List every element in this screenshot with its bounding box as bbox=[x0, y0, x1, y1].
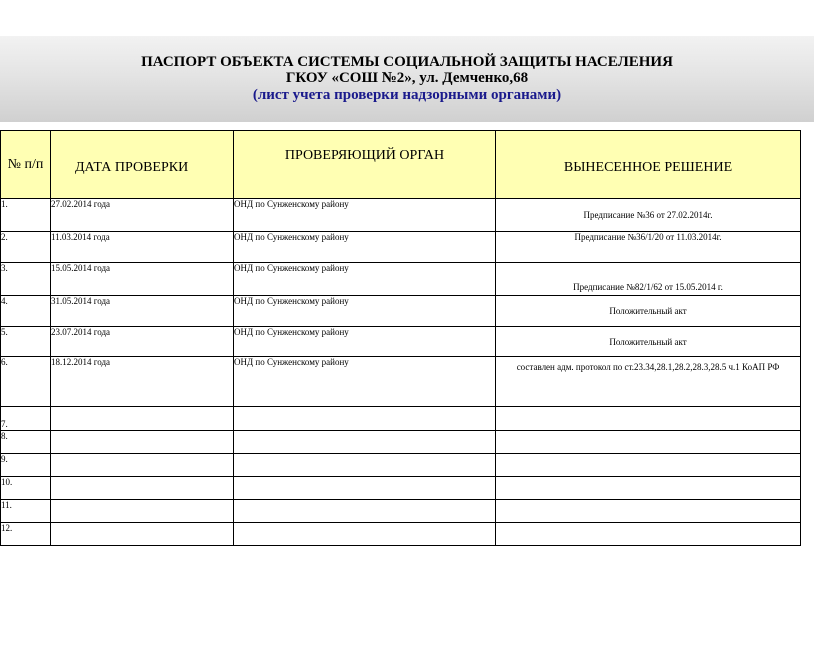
table-row bbox=[1, 232, 801, 263]
table-row bbox=[1, 454, 801, 477]
inspecting-body: ОНД по Сунженскому району bbox=[234, 327, 496, 357]
decision: Положительный акт bbox=[496, 296, 801, 327]
row-number: 10. bbox=[1, 477, 51, 500]
decision: Предписание №36/1/20 от 11.03.2014г. bbox=[496, 232, 801, 263]
row-number: 12. bbox=[1, 523, 51, 546]
row-number: 6. bbox=[1, 357, 51, 407]
inspecting-body: ОНД по Сунженскому району bbox=[234, 232, 496, 263]
table-row bbox=[1, 199, 801, 232]
inspection-date bbox=[51, 454, 234, 477]
decision: Предписание №82/1/62 от 15.05.2014 г. bbox=[496, 263, 801, 296]
decision bbox=[496, 477, 801, 500]
inspecting-body bbox=[234, 477, 496, 500]
inspection-date bbox=[51, 477, 234, 500]
row-number: 9. bbox=[1, 454, 51, 477]
row-number: 5. bbox=[1, 327, 51, 357]
column-header-decision: ВЫНЕСЕННОЕ РЕШЕНИЕ bbox=[496, 131, 801, 199]
school-name-address: ГКОУ «СОШ №2», ул. Демченко,68 bbox=[285, 70, 529, 86]
table-row bbox=[1, 296, 801, 327]
decision bbox=[496, 523, 801, 546]
inspection-date: 27.02.2014 года bbox=[51, 199, 234, 232]
inspecting-body: ОНД по Сунженскому району bbox=[234, 199, 496, 232]
document-title: ПАСПОРТ ОБЪЕКТА СИСТЕМЫ СОЦИАЛЬНОЙ ЗАЩИТЫ НАСЕЛЕНИЯ bbox=[141, 54, 673, 70]
inspection-date bbox=[51, 523, 234, 546]
inspection-date: 18.12.2014 года bbox=[51, 357, 234, 407]
decision: Предписание №36 от 27.02.2014г. bbox=[496, 199, 801, 232]
decision bbox=[496, 500, 801, 523]
row-number: 11. bbox=[1, 500, 51, 523]
inspection-date: 15.05.2014 года bbox=[51, 263, 234, 296]
inspection-date: 31.05.2014 года bbox=[51, 296, 234, 327]
table-row bbox=[1, 357, 801, 407]
inspection-date: 11.03.2014 года bbox=[51, 232, 234, 263]
inspecting-body: ОНД по Сунженскому району bbox=[234, 357, 496, 407]
column-header-date: ДАТА ПРОВЕРКИ bbox=[51, 131, 234, 199]
inspection-date bbox=[51, 431, 234, 454]
inspection-log-table bbox=[0, 130, 801, 546]
inspection-date: 23.07.2014 года bbox=[51, 327, 234, 357]
table-row bbox=[1, 431, 801, 454]
decision bbox=[496, 454, 801, 477]
column-header-inspector: ПРОВЕРЯЮЩИЙ ОРГАН bbox=[234, 131, 496, 199]
inspecting-body: ОНД по Сунженскому району bbox=[234, 263, 496, 296]
inspecting-body bbox=[234, 523, 496, 546]
decision bbox=[496, 407, 801, 431]
inspection-date bbox=[51, 407, 234, 431]
table-row bbox=[1, 477, 801, 500]
table-row bbox=[1, 327, 801, 357]
table-header-row bbox=[1, 131, 801, 199]
inspecting-body bbox=[234, 454, 496, 477]
inspecting-body bbox=[234, 431, 496, 454]
inspection-date bbox=[51, 500, 234, 523]
decision bbox=[496, 431, 801, 454]
table-row bbox=[1, 500, 801, 523]
row-number: 8. bbox=[1, 431, 51, 454]
row-number: 1. bbox=[1, 199, 51, 232]
row-number: 3. bbox=[1, 263, 51, 296]
inspecting-body: ОНД по Сунженскому району bbox=[234, 296, 496, 327]
column-header-number: № п/п bbox=[1, 131, 51, 199]
row-number: 2. bbox=[1, 232, 51, 263]
table-row bbox=[1, 523, 801, 546]
decision: составлен адм. протокол по ст.23.34,28.1,28.2,28.3,28.5 ч.1 КоАП РФ bbox=[496, 357, 801, 407]
decision: Положительный акт bbox=[496, 327, 801, 357]
table-row bbox=[1, 263, 801, 296]
row-number: 7. bbox=[1, 407, 51, 431]
inspecting-body bbox=[234, 407, 496, 431]
table-row bbox=[1, 407, 801, 431]
document-subtitle: (лист учета проверки надзорными органами) bbox=[252, 87, 562, 103]
inspecting-body bbox=[234, 500, 496, 523]
row-number: 4. bbox=[1, 296, 51, 327]
